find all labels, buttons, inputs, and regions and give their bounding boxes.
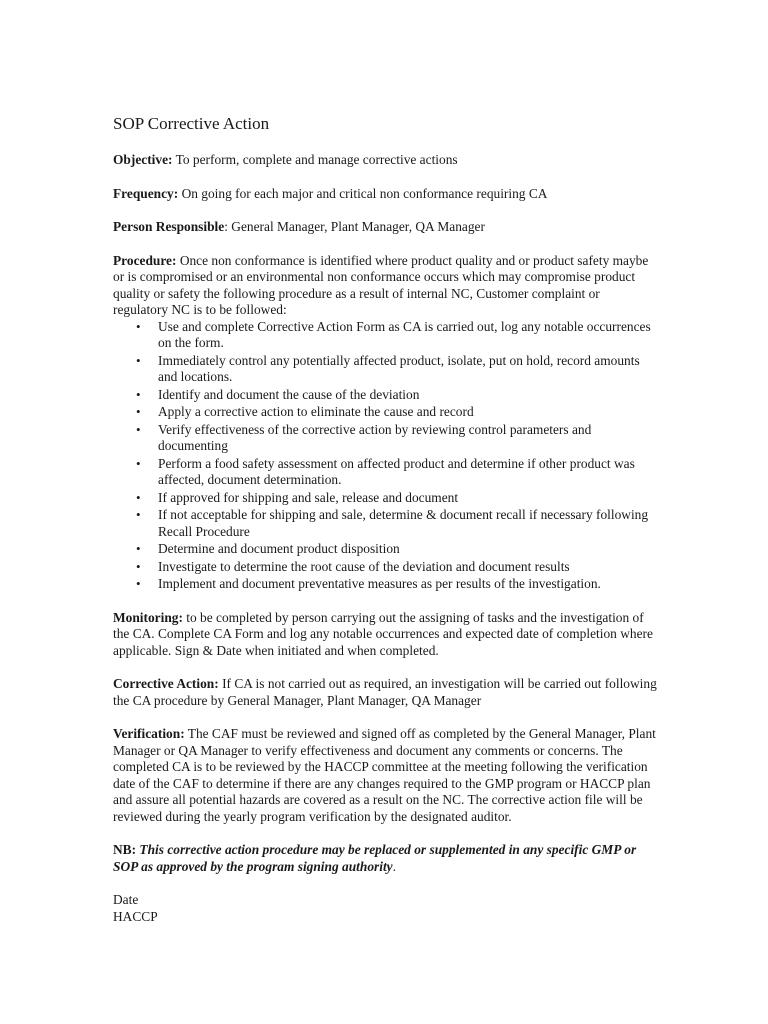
step-text: Use and complete Corrective Action Form as CA is carried out, log any notable occurrences on the form. [158, 318, 651, 351]
step-text: Investigate to determine the root cause of the deviation and document results [158, 558, 570, 574]
corrective-action-text: If CA is not carried out as required, an investigation will be carried out following the CA procedure by General Manager, Plant Manager, QA Manager [113, 676, 657, 708]
list-item [136, 455, 658, 489]
monitoring-section [113, 610, 658, 660]
step-text: Determine and document product disposition [158, 541, 400, 557]
list-item [136, 541, 658, 558]
person-responsible-label: Person Responsible [113, 219, 225, 235]
objective-text: To perform, complete and manage corrective actions [172, 152, 458, 168]
frequency-section [113, 186, 658, 203]
procedure-label: Procedure: [113, 252, 177, 268]
bullet-icon: • [136, 352, 141, 368]
document-title: SOP Corrective Action [113, 114, 270, 133]
bullet-icon: • [136, 455, 141, 471]
step-text: Apply a corrective action to eliminate the cause and record [158, 404, 474, 420]
bullet-icon: • [136, 507, 141, 523]
list-item [136, 507, 658, 540]
person-responsible-text: : General Manager, Plant Manager, QA Manager [224, 219, 485, 235]
step-text: Verify effectiveness of the corrective action by reviewing control parameters and documenting [158, 421, 592, 454]
bullet-icon: • [136, 421, 141, 437]
verification-text: The CAF must be reviewed and signed off as completed by the General Manager, Plant Manager or QA Manager to verify effectiveness and document any comments or concerns. The completed CA is to be reviewed by the HACCP committee at the meeting following the verification date of the CAF to determine if there are any changes required to the GMP program or HACCP plan and assure all potential hazards are covered as a result on the NC. The corrective action file will be reviewed during the yearly program verification by the designated auditor. [113, 726, 656, 824]
nb-label: NB: [113, 842, 137, 858]
list-item [136, 318, 658, 352]
procedure-text: Once non conformance is identified where product quality and or product safety maybe or is compromised or an environmental non conformance occurs which may compromise product quality or safety the following procedure as a result of internal NC, Customer complaint or regulatory NC is to be followed: [113, 252, 649, 318]
nb-text: This corrective action procedure may be replaced or supplemented in any specific GMP or SOP as approved by the program signing authority [113, 842, 637, 874]
bullet-icon: • [136, 386, 141, 402]
verification-section [113, 726, 658, 825]
procedure-section [113, 253, 658, 593]
monitoring-text: to be completed by person carrying out the assigning of tasks and the investigation of the CA. Complete CA Form and log any notable occurrences and expected date of completion where applicable. Sign & Date when initiated and when completed. [113, 609, 653, 658]
person-responsible-section [113, 219, 658, 236]
verification-label: Verification: [113, 726, 185, 742]
document-page [113, 113, 658, 925]
bullet-icon: • [136, 558, 141, 574]
list-item [136, 576, 658, 593]
date-label: Date [113, 892, 139, 908]
procedure-intro [113, 253, 658, 319]
step-text: If approved for shipping and sale, release and document [158, 489, 459, 505]
frequency-text: On going for each major and critical non conformance requiring CA [178, 185, 548, 201]
monitoring-label: Monitoring: [113, 609, 183, 625]
objective-label: Objective: [113, 152, 173, 168]
step-text: Perform a food safety assessment on affected product and determine if other product was affected, document determination. [158, 455, 635, 488]
bullet-icon: • [136, 541, 141, 557]
nb-section [113, 842, 658, 875]
haccp-label: HACCP [113, 908, 158, 924]
bullet-icon: • [136, 318, 141, 334]
step-text: Immediately control any potentially affected product, isolate, put on hold, record amounts and locations. [158, 352, 640, 385]
objective-section [113, 152, 658, 169]
list-item [136, 386, 658, 404]
step-text: If not acceptable for shipping and sale, determine & document recall if necessary following Recall Procedure [158, 507, 649, 539]
frequency-label: Frequency: [113, 185, 179, 201]
nb-trailing: . [392, 858, 396, 874]
bullet-icon: • [136, 576, 141, 592]
list-item [136, 558, 658, 576]
procedure-steps-list [113, 319, 658, 593]
list-item [136, 404, 658, 421]
list-item [136, 489, 658, 507]
step-text: Implement and document preventative measures as per results of the investigation. [158, 576, 601, 592]
list-item [136, 352, 658, 386]
corrective-action-section [113, 676, 658, 709]
list-item [136, 421, 658, 455]
bullet-icon: • [136, 489, 141, 505]
corrective-action-label: Corrective Action: [113, 676, 219, 692]
bullet-icon: • [136, 404, 141, 420]
step-text: Identify and document the cause of the deviation [158, 386, 420, 402]
